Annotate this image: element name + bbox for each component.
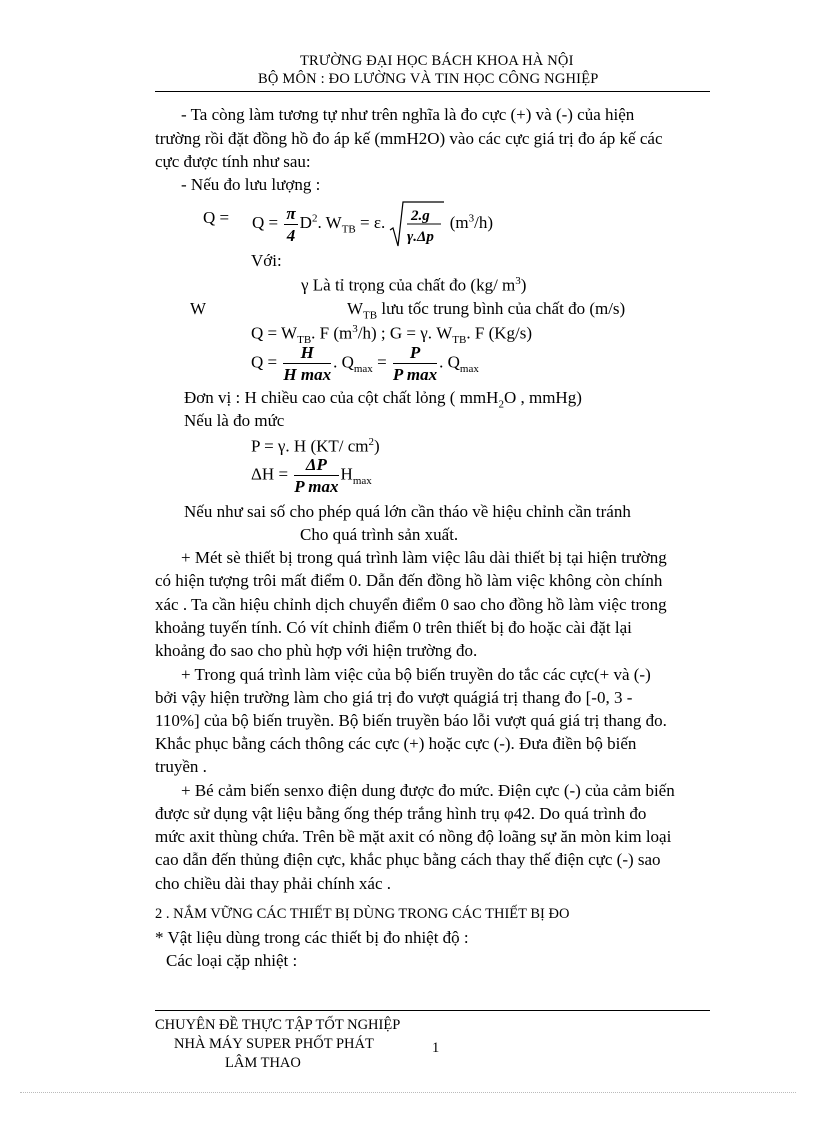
equation-q-g: [251, 323, 532, 346]
eq5-den: P max: [294, 477, 339, 496]
eq3-h: H: [283, 344, 331, 364]
error-line2: Cho quá trình sản xuất.: [300, 525, 459, 544]
footer-line1: CHUYÊN ĐỀ THỰC TẬP TỐT NGHIỆP: [155, 1017, 401, 1033]
p3-line3: 110%] của bộ biến truyền. Bộ biến truyền báo lỗi vượt quá giá trị thang đo.: [155, 711, 667, 730]
dp-over-pmax: [294, 456, 338, 495]
eq1-eps: = ε.: [360, 212, 386, 232]
eq2-c: /h) ; G = γ. W: [357, 323, 453, 343]
eq1-unit: (m: [449, 212, 469, 232]
eq3-end-sub: max: [459, 362, 479, 375]
p2-line5: khoảng đo sao cho phù hợp với hiện trường đo.: [155, 641, 478, 660]
wtb-definition: [347, 299, 625, 321]
eq1-unit-end: /h): [474, 212, 494, 232]
footer-rule: [155, 1010, 710, 1011]
eq1-pi: π: [286, 203, 296, 223]
eq4-a: P = γ. H (KT/ cm: [251, 436, 369, 456]
eq2-b: . F (m: [311, 323, 353, 343]
p-over-pmax: [393, 344, 437, 383]
gamma-end: ): [520, 275, 527, 295]
gamma-sup: 3: [515, 275, 521, 287]
p2-line3: xác . Ta cần hiệu chỉnh dịch chuyển điểm 0 sao cho đồng hồ làm việc trong: [155, 595, 667, 614]
section2-heading: 2 . NẮM VỮNG CÁC THIẾT BỊ DÙNG TRONG CÁC THIẾT BỊ ĐO: [155, 906, 570, 922]
level-heading: Nếu là đo mức: [184, 411, 285, 430]
eq1-four: 4: [286, 225, 296, 245]
eq1-gdp: γ.Δp: [407, 229, 435, 245]
eq4-sup: 2: [368, 436, 375, 448]
thermocouple-line: Các loại cặp nhiệt :: [166, 951, 298, 970]
unit-line: [184, 388, 582, 410]
p3-line5: truyền .: [155, 757, 207, 776]
eq3-end: . Q: [439, 352, 460, 372]
eq3-hmax: H max: [283, 365, 332, 384]
unit-text-b: O , mmHg): [503, 388, 582, 407]
eq2-a: Q = W: [251, 323, 298, 343]
eq1-tb: TB: [341, 223, 356, 236]
footer-line3: LÂM THAO: [225, 1055, 301, 1071]
eq1-q: Q =: [203, 208, 230, 227]
eq1-unit-sup: 3: [468, 212, 475, 225]
error-line1: Nếu như sai số cho phép quá lớn cần tháo về hiệu chỉnh cần tránh: [184, 502, 631, 521]
equation-q-ratio: [251, 344, 479, 383]
header-department: BỘ MÔN : ĐO LƯỜNG VÀ TIN HỌC CÔNG NGHIỆP: [258, 71, 599, 87]
flow-heading: - Nếu đo lưu lượng :: [181, 175, 321, 194]
p4-line5: cho chiều dài thay phải chính xác .: [155, 874, 392, 893]
sqrt-symbol: [389, 200, 445, 248]
eq3-max: max: [353, 362, 373, 375]
equation-pressure: [251, 436, 380, 457]
p4-line4: cao dẫn đến thủng điện cực, khắc phục bằng cách thay thế điện cực (-) sao: [155, 850, 661, 869]
sqrt-radical-icon: [389, 200, 445, 248]
p1-line2: trường rồi đặt đồng hồ đo áp kế (mmH2O) vào các cực giá trị đo áp kế các: [155, 129, 663, 148]
p4-line2: được sử dụng vật liệu bằng ống thép trắng hình trụ φ42. Do quá trình đo: [155, 804, 647, 823]
gamma-text: γ Là tỉ trọng của chất đo (kg/ m: [301, 275, 516, 295]
wtb-sub: TB: [363, 309, 378, 322]
wtb-text: lưu tốc trung bình của chất đo (m/s): [381, 299, 626, 318]
materials-line: * Vật liệu dùng trong các thiết bị đo nhiệt độ :: [155, 928, 469, 947]
wtb-w: W: [347, 299, 364, 318]
footer-line2: NHÀ MÁY SUPER PHỐT PHÁT: [174, 1036, 374, 1052]
equation-flow: [252, 200, 493, 248]
eq1-sq: 2: [311, 212, 318, 225]
page-number: 1: [432, 1040, 440, 1056]
voi-label: Với:: [251, 251, 282, 270]
eq3-pmax: P max: [392, 365, 438, 384]
gamma-definition: [301, 275, 526, 296]
h-over-hmax: [283, 344, 331, 383]
p3-line1: + Trong quá trình làm việc của bộ biến truyền do tắc các cực(+ và (-): [181, 665, 651, 684]
p2-line4: khoảng tuyến tính. Có vít chỉnh điểm 0 trên thiết bị đo hoặc cài đặt lại: [155, 618, 632, 637]
eq3-p: P: [393, 344, 437, 364]
eq5-h: H: [340, 464, 353, 484]
p1-line3: cực được tính như sau:: [155, 152, 311, 171]
p2-line2: có hiện tượng trôi mất điểm 0. Dẫn đến đồng hồ làm việc không còn chính: [155, 571, 663, 590]
eq5-a: ΔH =: [251, 464, 289, 484]
p3-line2: bởi vậy hiện trường làm cho giá trị đo vượt quágiá trị thang đo [-0, 3 -: [155, 688, 633, 707]
p1-line1: - Ta còng làm tương tự như trên nghĩa là đo cực (+) và (-) của hiện: [181, 105, 635, 124]
header-rule: [155, 91, 710, 92]
p4-line3: mức axit thùng chứa. Trên bề mặt axit có nồng độ loãng sự ăn mòn kim loại: [155, 827, 672, 846]
header-university: TRƯỜNG ĐẠI HỌC BÁCH KHOA HÀ NỘI: [300, 53, 574, 69]
p4-line1: + Bé cảm biến senxo điện dung được đo mức. Điện cực (-) của cảm biến: [181, 781, 675, 800]
eq3-mid: . Q: [333, 352, 354, 372]
pi-over-four: [284, 205, 297, 244]
eq2-b-sup: 3: [352, 323, 358, 335]
eq5-h-sub: max: [352, 474, 372, 487]
eq3-eq: =: [377, 352, 387, 372]
p2-line1: + Mét sè thiết bị trong quá trình làm việc lâu dài thiết bị tại hiện trường: [181, 548, 667, 567]
eq1-lhs: Q =: [252, 212, 279, 232]
eq2-a-sub: TB: [297, 334, 312, 347]
eq2-d: . F (Kg/s): [466, 323, 533, 343]
eq1-d: D: [299, 212, 312, 232]
eq4-b: ): [374, 436, 380, 456]
equation-delta-h: [251, 456, 372, 495]
eq2-c-sub: TB: [452, 334, 467, 347]
page-bottom-dotted-edge: [20, 1092, 796, 1093]
unit-sub: 2: [498, 398, 504, 411]
eq3-q: Q =: [251, 352, 278, 372]
unit-text-a: Đơn vị : H chiều cao của cột chất lỏng ( mmH: [184, 388, 499, 407]
eq1-2g: 2.g: [411, 208, 431, 224]
eq5-num: ΔP: [294, 456, 338, 476]
p3-line4: Khắc phục bằng cách thông các cực (+) hoặc cực (-). Đưa điền bộ biến: [155, 734, 637, 753]
w-label: W: [190, 299, 207, 318]
eq1-w: . W: [317, 212, 342, 232]
